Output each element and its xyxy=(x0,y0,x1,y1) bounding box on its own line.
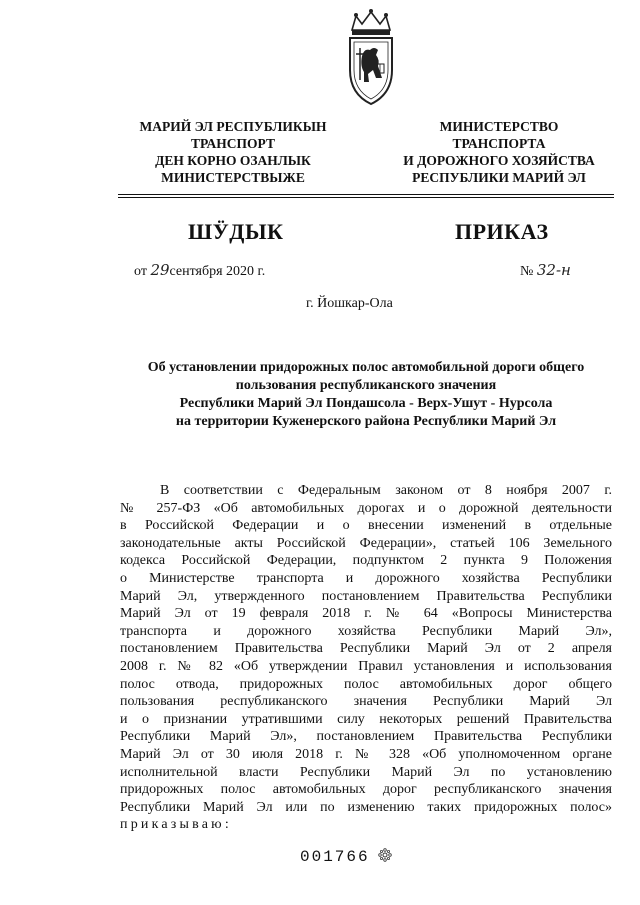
order-word-russian: ПРИКАЗ xyxy=(455,219,549,244)
body-line: Марий Эл, утвержденного постановлением Правительства Республики xyxy=(120,588,612,604)
header-divider-thick xyxy=(118,197,614,198)
ministry-name-mari-line: МАРИЙ ЭЛ РЕСПУБЛИКЫН xyxy=(139,119,327,134)
order-number xyxy=(520,261,571,280)
body-line: исполнительной власти Республики Марий Эл по установлению xyxy=(120,764,612,780)
order-body xyxy=(120,482,612,834)
ministry-name-mari-line: ДЕН КОРНО ОЗАНЛЫК xyxy=(155,153,311,168)
body-line: Республики Марий Эл или по изменению таких придорожных полос» xyxy=(120,799,612,815)
ministry-name-russian-line: МИНИСТЕРСТВО xyxy=(439,119,559,134)
date-rest: сентября 2020 г. xyxy=(169,264,266,279)
ministry-name-russian xyxy=(384,118,614,186)
order-date xyxy=(134,261,265,280)
city-name: г. Йошкар-Ола xyxy=(306,296,393,311)
heading-line: Республики Марий Эл Пондашсола - Верх-Ушут - Нурсола xyxy=(179,396,553,411)
body-line: В соответствии с Федеральным законом от 8 ноября 2007 г. xyxy=(160,483,612,498)
body-line: законодательные акты Российской Федерации», статьей 106 Земельного xyxy=(120,535,612,551)
body-line-order-verb: приказываю: xyxy=(120,817,232,833)
body-line: кодекса Российской Федерации, подпунктом 2 пункта 9 Положения xyxy=(120,553,612,569)
ministry-name-mari-line: МИНИСТЕРСТВЫЖЕ xyxy=(161,170,305,185)
heading-line: на территории Куженерского района Республики Марий Эл xyxy=(175,414,557,429)
handwritten-order-number: 32-н xyxy=(536,261,571,279)
coat-of-arms-icon xyxy=(340,8,402,108)
ministry-name-russian-line: И ДОРОЖНОГО ХОЗЯЙСТВА xyxy=(403,153,595,168)
rosette-icon xyxy=(378,848,392,862)
body-line: постановлением Правительства Республики Марий Эл от 2 апреля xyxy=(120,641,612,657)
ministry-name-russian-line: ТРАНСПОРТА xyxy=(452,136,546,151)
heading-line: Об установлении придорожных полос автомобильной дороги общего xyxy=(147,360,585,375)
handwritten-date-day: 29 xyxy=(150,261,170,279)
body-line: Республики Марий Эл», постановлением Правительства Республики xyxy=(120,729,612,745)
body-line: придорожных полос автомобильных дорог республиканского значения xyxy=(120,782,612,798)
ministry-name-mari-line: ТРАНСПОРТ xyxy=(191,136,275,151)
body-line: 2008 г. № 82 «Об утверждении Правил установления и использования xyxy=(120,658,612,674)
body-line: транспорта и дорожного хозяйства Республики Марий Эл», xyxy=(120,623,612,639)
body-line: о Министерстве транспорта и дорожного хозяйства Республики xyxy=(120,570,612,586)
date-prefix: от xyxy=(134,264,147,279)
body-line: в Российской Федерации и о внесении изменений в отдельные xyxy=(120,518,612,534)
body-line: Марий Эл от 30 июля 2018 г. № 328 «Об уполномоченном органе xyxy=(120,746,612,762)
header-divider-thin xyxy=(118,194,614,195)
number-prefix: № xyxy=(520,264,534,279)
order-word-mari: ШӰДЫК xyxy=(188,219,284,244)
body-line: полос отвода, придорожных полос автомобильных дорог общего xyxy=(120,676,612,692)
serial-number: 001766 xyxy=(300,848,370,866)
body-line: Марий Эл от 19 февраля 2018 г. № 64 «Вопросы Министерства xyxy=(120,606,612,622)
body-line: № 257-ФЗ «Об автомобильных дорогах и о дорожной деятельности xyxy=(120,500,612,516)
order-heading xyxy=(118,359,614,431)
ministry-name-mari xyxy=(118,118,348,186)
body-line: и о признании утратившими силу некоторых решений Правительства xyxy=(120,711,612,727)
ministry-name-russian-line: РЕСПУБЛИКИ МАРИЙ ЭЛ xyxy=(412,170,586,185)
body-line: пользования республиканского значения Республики Марий Эл xyxy=(120,694,612,710)
heading-line: пользования республиканского значения xyxy=(235,378,497,393)
